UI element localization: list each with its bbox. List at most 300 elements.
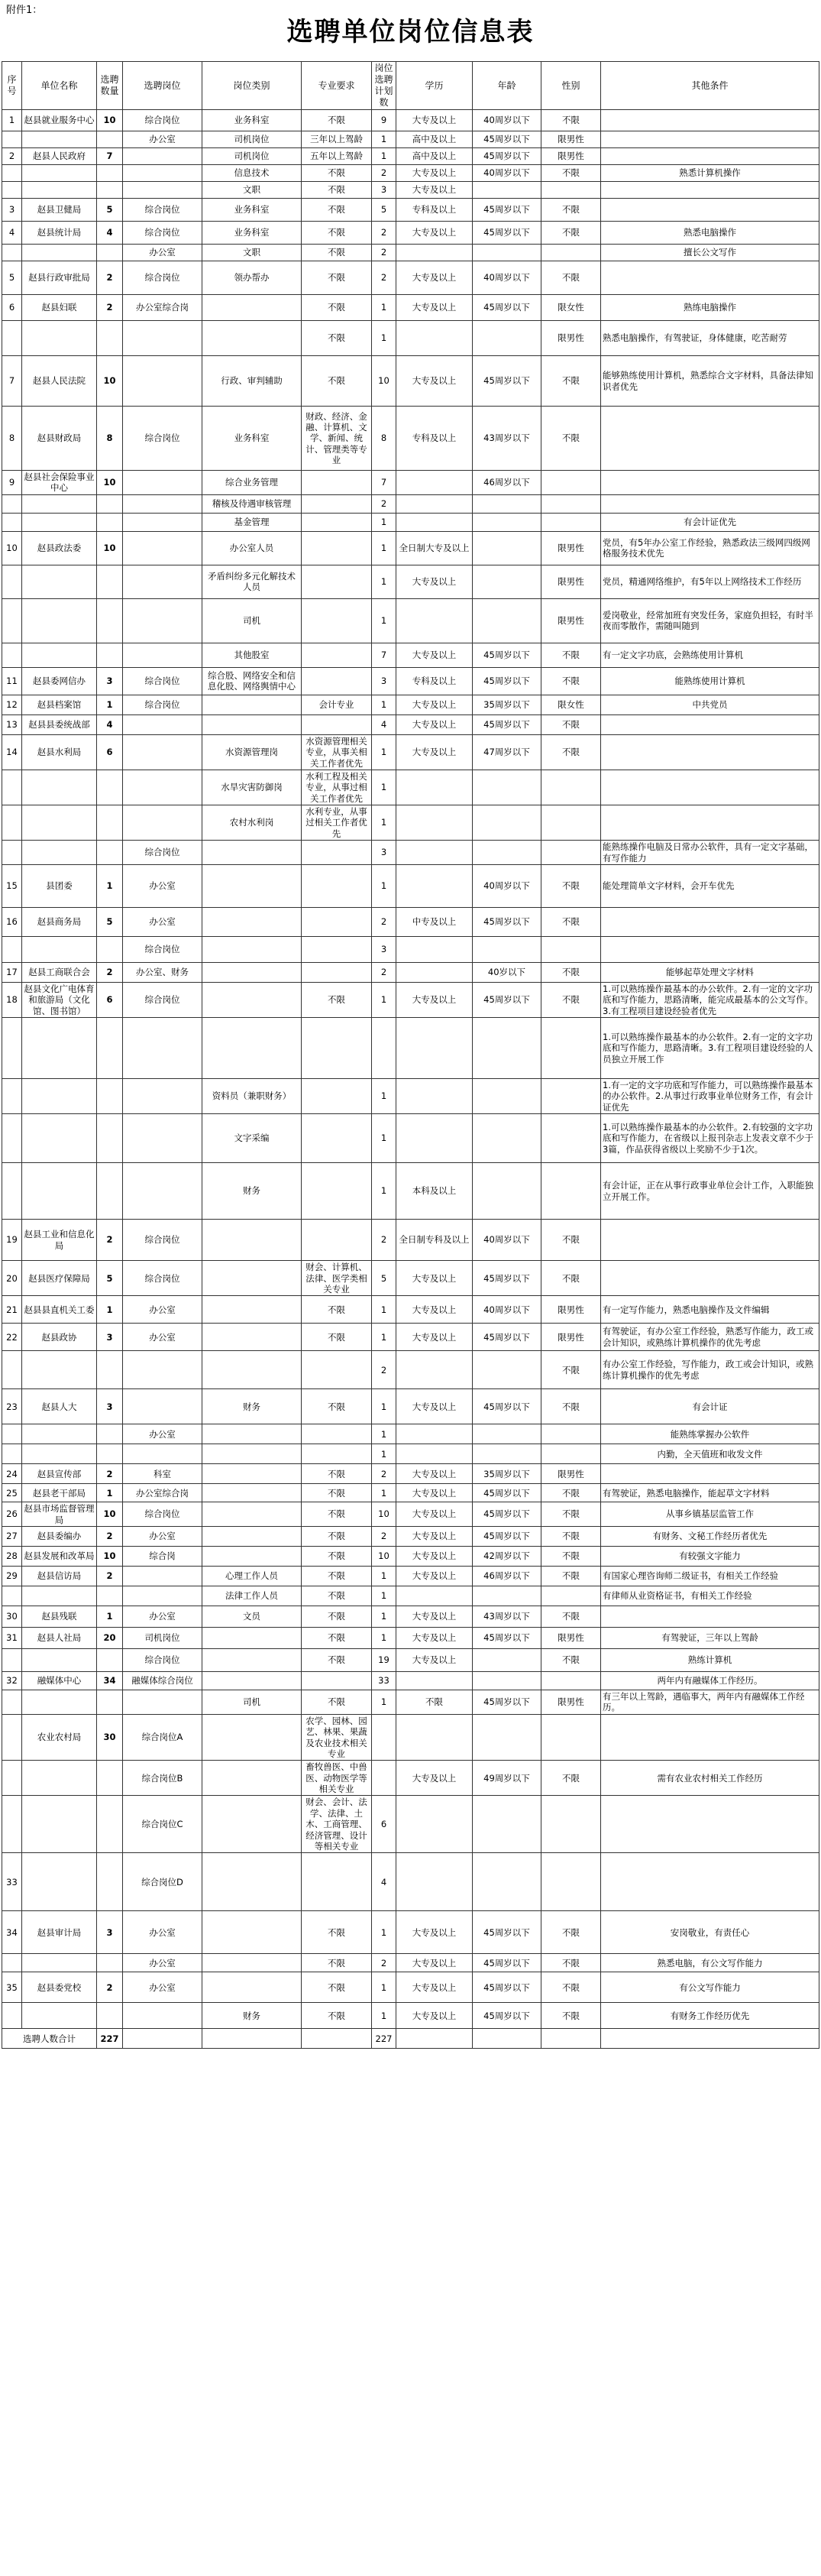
table-row (2, 1972, 819, 2003)
table-row (2, 1296, 819, 1324)
cell-major: 会计专业 (302, 695, 372, 714)
table-row (2, 1649, 819, 1672)
cell-category (202, 695, 302, 714)
cell-major: 不限 (302, 356, 372, 407)
cell-category (202, 295, 302, 321)
table-row (2, 1424, 819, 1444)
cell-count (97, 1649, 123, 1672)
cell-age: 49周岁以下 (473, 1761, 541, 1796)
cell-age (473, 1018, 541, 1079)
cell-post (123, 1018, 202, 1079)
cell-other: 有较强文字能力 (601, 1547, 819, 1567)
cell-count: 2 (97, 1464, 123, 1484)
table-row (2, 165, 819, 182)
cell-age: 45周岁以下 (473, 1628, 541, 1649)
cell-age (473, 321, 541, 356)
cell-major (302, 1018, 372, 1079)
cell-post: 综合岗位 (123, 841, 202, 865)
cell-count (97, 1424, 123, 1444)
cell-plan (372, 1714, 396, 1761)
cell-seq: 13 (2, 714, 22, 734)
cell-post (123, 1586, 202, 1606)
cell-category: 水旱灾害防御岗 (202, 770, 302, 805)
cell-count: 3 (97, 1324, 123, 1351)
table-row (2, 407, 819, 471)
cell-edu: 大专及以上 (396, 1484, 473, 1502)
cell-unit: 赵县统计局 (22, 222, 97, 245)
cell-post (123, 182, 202, 199)
cell-seq: 17 (2, 962, 22, 982)
cell-age: 45周岁以下 (473, 1261, 541, 1296)
cell-gender: 不限 (541, 1649, 601, 1672)
cell-seq (2, 1796, 22, 1853)
cell-gender: 限男性 (541, 1324, 601, 1351)
cell-edu: 大专及以上 (396, 110, 473, 131)
cell-count (97, 770, 123, 805)
table-row (2, 1018, 819, 1079)
cell-edu: 大专及以上 (396, 1547, 473, 1567)
cell-plan: 8 (372, 407, 396, 471)
cell-seq (2, 936, 22, 962)
cell-unit: 赵县行政审批局 (22, 261, 97, 295)
cell-count: 4 (97, 714, 123, 734)
cell-category: 财务 (202, 1163, 302, 1220)
cell-count: 6 (97, 734, 123, 770)
cell-edu: 大专及以上 (396, 2003, 473, 2029)
cell-edu: 中专及以上 (396, 907, 473, 936)
cell-age: 40周岁以下 (473, 261, 541, 295)
table-row (2, 199, 819, 222)
table-row (2, 1606, 819, 1628)
cell-post: 办公室 (123, 1296, 202, 1324)
cell-unit: 赵县档案馆 (22, 695, 97, 714)
cell-category (202, 962, 302, 982)
cell-seq: 20 (2, 1261, 22, 1296)
cell-unit (22, 2003, 97, 2029)
cell-age (473, 1351, 541, 1389)
cell-gender: 不限 (541, 407, 601, 471)
cell-major: 不限 (302, 1586, 372, 1606)
cell-unit: 赵县老干部局 (22, 1484, 97, 1502)
cell-age: 45周岁以下 (473, 1484, 541, 1502)
cell-unit: 赵县审计局 (22, 1911, 97, 1954)
cell-count: 2 (97, 261, 123, 295)
cell-edu: 全日制专科及以上 (396, 1220, 473, 1261)
table-row (2, 1853, 819, 1911)
cell-major: 不限 (302, 1972, 372, 2003)
cell-major: 不限 (302, 199, 372, 222)
cell-count (97, 2003, 123, 2029)
cell-major: 水利专业，从事过相关工作者优先 (302, 805, 372, 841)
cell-other: 1.有一定的文字功底和写作能力，可以熟练操作最基本的办公软件。2.从事过行政事业单位财务工作，有会计证优先 (601, 1079, 819, 1114)
cell-seq (2, 1586, 22, 1606)
cell-age: 45周岁以下 (473, 1954, 541, 1972)
cell-edu: 本科及以上 (396, 1163, 473, 1220)
table-row (2, 1796, 819, 1853)
cell-seq (2, 321, 22, 356)
cell-edu: 大专及以上 (396, 1628, 473, 1649)
cell-post (123, 1567, 202, 1586)
cell-other: 需有农业农村相关工作经历 (601, 1761, 819, 1796)
cell-count (97, 513, 123, 531)
cell-gender: 限男性 (541, 131, 601, 148)
cell-age: 47周岁以下 (473, 734, 541, 770)
cell-gender: 不限 (541, 1261, 601, 1296)
cell-unit (22, 1853, 97, 1911)
cell-post (123, 1114, 202, 1163)
cell-category: 稽核及待遇审核管理 (202, 494, 302, 513)
cell-other: 有律师从业资格证书，有相关工作经验 (601, 1586, 819, 1606)
cell-post: 办公室 (123, 1911, 202, 1954)
cell-unit: 赵县工商联合会 (22, 962, 97, 982)
cell-count (97, 1954, 123, 1972)
table-row (2, 531, 819, 565)
cell-major (302, 667, 372, 695)
cell-post (123, 356, 202, 407)
cell-count (97, 565, 123, 598)
cell-major: 不限 (302, 1690, 372, 1715)
cell-unit (22, 936, 97, 962)
table-row (2, 1444, 819, 1464)
cell-seq: 11 (2, 667, 22, 695)
cell-plan: 2 (372, 261, 396, 295)
cell-gender: 不限 (541, 356, 601, 407)
cell-plan: 1 (372, 565, 396, 598)
cell-unit: 赵县人社局 (22, 1628, 97, 1649)
cell-gender (541, 182, 601, 199)
cell-plan: 1 (372, 321, 396, 356)
cell-post: 办公室 (123, 1954, 202, 1972)
cell-plan: 6 (372, 1796, 396, 1853)
cell-post (123, 531, 202, 565)
cell-seq (2, 1079, 22, 1114)
cell-age: 45周岁以下 (473, 1502, 541, 1527)
cell-edu: 大专及以上 (396, 1464, 473, 1484)
cell-post (123, 805, 202, 841)
cell-unit (22, 1351, 97, 1389)
cell-unit (22, 1444, 97, 1464)
cell-major: 不限 (302, 2003, 372, 2029)
cell-unit: 赵县信访局 (22, 1567, 97, 1586)
cell-seq: 32 (2, 1672, 22, 1690)
cell-category: 综合股、网络安全和信息化股、网络舆情中心 (202, 667, 302, 695)
cell-category: 业务科室 (202, 222, 302, 245)
cell-post: 综合岗位 (123, 695, 202, 714)
cell-other (601, 261, 819, 295)
cell-category (202, 936, 302, 962)
table-row (2, 245, 819, 261)
cell-other: 有一定写作能力，熟悉电脑操作及文件编辑 (601, 1296, 819, 1324)
cell-seq: 14 (2, 734, 22, 770)
cell-other: 中共党员 (601, 695, 819, 714)
cell-other: 熟悉电脑，有公文写作能力 (601, 1954, 819, 1972)
cell-gender: 限男性 (541, 565, 601, 598)
cell-seq: 22 (2, 1324, 22, 1351)
cell-plan: 1 (372, 770, 396, 805)
cell-post: 综合岗位C (123, 1796, 202, 1853)
cell-unit: 赵县宣传部 (22, 1464, 97, 1484)
cell-count (97, 1586, 123, 1606)
cell-post: 综合岗位 (123, 936, 202, 962)
cell-seq: 33 (2, 1853, 22, 1911)
header-cell: 年龄 (473, 62, 541, 110)
cell-gender: 不限 (541, 1761, 601, 1796)
cell-edu: 大专及以上 (396, 1261, 473, 1296)
cell-plan: 4 (372, 1853, 396, 1911)
cell-edu: 大专及以上 (396, 565, 473, 598)
cell-plan: 10 (372, 1547, 396, 1567)
cell-count: 4 (97, 222, 123, 245)
cell-edu (396, 598, 473, 643)
cell-seq (2, 1690, 22, 1715)
cell-count (97, 643, 123, 667)
cell-age: 42周岁以下 (473, 1547, 541, 1567)
cell-edu (396, 1672, 473, 1690)
cell-age (473, 565, 541, 598)
cell-seq: 29 (2, 1567, 22, 1586)
cell-gender: 不限 (541, 1351, 601, 1389)
cell-post (123, 1163, 202, 1220)
cell-other: 有会计证优先 (601, 513, 819, 531)
table-row (2, 667, 819, 695)
cell-plan: 1 (372, 1484, 396, 1502)
cell-category (202, 1761, 302, 1796)
cell-age: 45周岁以下 (473, 148, 541, 165)
cell-edu: 大专及以上 (396, 1296, 473, 1324)
cell-edu: 高中及以上 (396, 131, 473, 148)
cell-seq (2, 494, 22, 513)
cell-category (202, 1018, 302, 1079)
cell-major (302, 1444, 372, 1464)
cell-post: 办公室 (123, 1324, 202, 1351)
cell-plan (372, 1761, 396, 1796)
cell-plan: 1 (372, 295, 396, 321)
cell-seq: 26 (2, 1502, 22, 1527)
cell-gender: 不限 (541, 2003, 601, 2029)
cell-category: 资料员（兼职财务） (202, 1079, 302, 1114)
cell-major (302, 936, 372, 962)
total-count: 227 (97, 2029, 123, 2049)
cell-count (97, 1761, 123, 1796)
cell-other: 有办公室工作经验，写作能力，政工或会计知识，或熟练计算机操作的优先考虑 (601, 1351, 819, 1389)
cell-gender: 不限 (541, 1527, 601, 1547)
cell-other: 熟悉电脑操作，有驾驶证，身体健康，吃苦耐劳 (601, 321, 819, 356)
table-row (2, 148, 819, 165)
cell-post: 办公室 (123, 864, 202, 907)
cell-unit (22, 1954, 97, 1972)
cell-unit (22, 1018, 97, 1079)
cell-major (302, 864, 372, 907)
cell-other: 有会计证，正在从事行政事业单位会计工作，入职能独立开展工作。 (601, 1163, 819, 1220)
cell-plan: 1 (372, 1972, 396, 2003)
cell-seq: 21 (2, 1296, 22, 1324)
cell-other: 有财务工作经历优先 (601, 2003, 819, 2029)
cell-post: 办公室 (123, 1424, 202, 1444)
cell-edu: 大专及以上 (396, 182, 473, 199)
cell-age: 40周岁以下 (473, 1220, 541, 1261)
cell-age: 35周岁以下 (473, 695, 541, 714)
cell-major: 三年以上驾龄 (302, 131, 372, 148)
table-row (2, 1586, 819, 1606)
cell-other (601, 131, 819, 148)
cell-plan: 7 (372, 643, 396, 667)
cell-post: 综合岗位 (123, 222, 202, 245)
cell-gender: 不限 (541, 1972, 601, 2003)
cell-count (97, 182, 123, 199)
cell-gender (541, 1853, 601, 1911)
cell-age: 45周岁以下 (473, 1389, 541, 1424)
cell-edu: 大专及以上 (396, 1606, 473, 1628)
cell-category (202, 1649, 302, 1672)
table-footer (2, 2029, 819, 2049)
cell-category (202, 1714, 302, 1761)
cell-edu: 大专及以上 (396, 1567, 473, 1586)
cell-age: 40周岁以下 (473, 864, 541, 907)
header-cell: 性别 (541, 62, 601, 110)
cell-gender: 不限 (541, 962, 601, 982)
cell-other: 从事乡镇基层监管工作 (601, 1502, 819, 1527)
cell-other: 能处理简单文字材料，会开车优先 (601, 864, 819, 907)
cell-post: 科室 (123, 1464, 202, 1484)
cell-age (473, 936, 541, 962)
cell-gender (541, 770, 601, 805)
cell-post: 综合岗位 (123, 199, 202, 222)
cell-post (123, 321, 202, 356)
cell-age: 45周岁以下 (473, 1972, 541, 2003)
cell-edu (396, 321, 473, 356)
cell-age: 45周岁以下 (473, 1324, 541, 1351)
cell-gender: 不限 (541, 643, 601, 667)
cell-other (601, 110, 819, 131)
cell-post: 综合岗位 (123, 982, 202, 1017)
table-row (2, 356, 819, 407)
page-title: 选聘单位岗位信息表 (286, 17, 535, 47)
cell-other (601, 1853, 819, 1911)
cell-edu (396, 1351, 473, 1389)
cell-plan: 2 (372, 962, 396, 982)
cell-edu (396, 1444, 473, 1464)
cell-gender: 不限 (541, 734, 601, 770)
cell-category: 法律工作人员 (202, 1586, 302, 1606)
cell-post: 综合岗 (123, 1547, 202, 1567)
header-cell: 其他条件 (601, 62, 819, 110)
cell-age (473, 1586, 541, 1606)
table-row (2, 695, 819, 714)
cell-major (302, 1351, 372, 1389)
cell-edu: 专科及以上 (396, 407, 473, 471)
cell-edu (396, 1853, 473, 1911)
table-row (2, 1567, 819, 1586)
cell-edu: 不限 (396, 1690, 473, 1715)
cell-age: 45周岁以下 (473, 222, 541, 245)
cell-other: 1.可以熟练操作最基本的办公软件。2.有一定的文字功底和写作能力，思路清晰，能完成最基本的公文写作。3.有工程项目建设经验者优先 (601, 982, 819, 1017)
cell-seq (2, 770, 22, 805)
cell-seq (2, 513, 22, 531)
cell-edu (396, 245, 473, 261)
cell-edu (396, 1586, 473, 1606)
cell-count: 2 (97, 1567, 123, 1586)
cell-plan: 1 (372, 131, 396, 148)
cell-major: 不限 (302, 1324, 372, 1351)
cell-count (97, 1444, 123, 1464)
cell-plan: 9 (372, 110, 396, 131)
cell-count (97, 1114, 123, 1163)
cell-count: 2 (97, 295, 123, 321)
table-row (2, 598, 819, 643)
cell-edu: 大专及以上 (396, 295, 473, 321)
cell-unit (22, 1424, 97, 1444)
cell-age (473, 1649, 541, 1672)
cell-major (302, 531, 372, 565)
cell-plan: 4 (372, 714, 396, 734)
cell-post (123, 770, 202, 805)
cell-unit (22, 1761, 97, 1796)
cell-age: 45周岁以下 (473, 643, 541, 667)
cell-gender: 不限 (541, 165, 601, 182)
table-row (2, 1714, 819, 1761)
cell-post (123, 1690, 202, 1715)
cell-major: 财政、经济、金融、计算机、文学、新闻、统计、管理类等专业 (302, 407, 372, 471)
cell-plan: 1 (372, 1567, 396, 1586)
cell-count: 6 (97, 982, 123, 1017)
cell-major: 不限 (302, 295, 372, 321)
cell-gender: 不限 (541, 907, 601, 936)
cell-gender: 不限 (541, 1606, 601, 1628)
cell-other (601, 805, 819, 841)
cell-category (202, 1796, 302, 1853)
cell-post: 办公室 (123, 907, 202, 936)
total-row (2, 2029, 819, 2049)
cell-major: 不限 (302, 222, 372, 245)
cell-count: 8 (97, 407, 123, 471)
cell-category (202, 1324, 302, 1351)
cell-post: 办公室 (123, 1972, 202, 2003)
table-row (2, 565, 819, 598)
cell-seq (2, 1424, 22, 1444)
cell-unit (22, 513, 97, 531)
cell-unit: 赵县水利局 (22, 734, 97, 770)
cell-count: 10 (97, 356, 123, 407)
cell-major (302, 1079, 372, 1114)
cell-plan: 2 (372, 222, 396, 245)
cell-edu: 大专及以上 (396, 165, 473, 182)
table-row (2, 1690, 819, 1715)
cell-count: 1 (97, 1484, 123, 1502)
table-row (2, 513, 819, 531)
table-row (2, 1628, 819, 1649)
cell-age: 45周岁以下 (473, 2003, 541, 2029)
cell-category: 基金管理 (202, 513, 302, 531)
cell-edu (396, 864, 473, 907)
cell-seq: 18 (2, 982, 22, 1017)
cell-gender (541, 1018, 601, 1079)
cell-category (202, 1220, 302, 1261)
cell-count: 10 (97, 531, 123, 565)
cell-other (601, 471, 819, 495)
cell-age: 46周岁以下 (473, 1567, 541, 1586)
cell-gender (541, 1424, 601, 1444)
cell-post: 司机岗位 (123, 1628, 202, 1649)
cell-age: 45周岁以下 (473, 356, 541, 407)
cell-seq: 9 (2, 471, 22, 495)
cell-seq: 5 (2, 261, 22, 295)
cell-gender: 不限 (541, 110, 601, 131)
cell-post: 综合岗位 (123, 110, 202, 131)
cell-plan: 1 (372, 864, 396, 907)
cell-count: 10 (97, 1547, 123, 1567)
cell-seq (2, 1444, 22, 1464)
cell-major (302, 1220, 372, 1261)
